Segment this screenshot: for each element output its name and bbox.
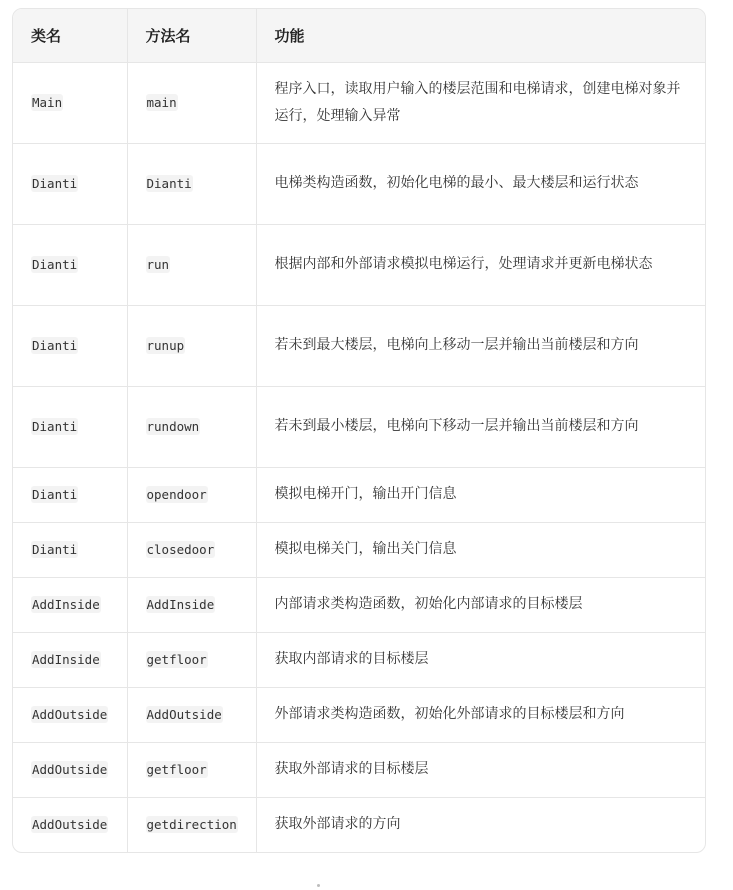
cell-method — [127, 577, 256, 632]
cell-method — [127, 224, 256, 305]
class-code: AddOutside — [32, 761, 108, 777]
method-code: opendoor — [146, 486, 207, 502]
method-code: getfloor — [146, 651, 207, 667]
cell-class — [13, 224, 127, 305]
method-code: run — [146, 256, 170, 272]
class-code: Dianti — [32, 337, 78, 353]
method-code: getdirection — [146, 816, 237, 832]
cell-method — [127, 305, 256, 386]
class-code: AddInside — [32, 596, 100, 612]
method-code: getfloor — [146, 761, 207, 777]
table-row — [13, 143, 705, 224]
table-row — [13, 62, 705, 143]
table-row — [13, 687, 705, 742]
cell-description: 程序入口，读取用户输入的楼层范围和电梯请求，创建电梯对象并运行，处理输入异常 — [256, 62, 705, 143]
cell-class — [13, 632, 127, 687]
class-code: Dianti — [32, 486, 78, 502]
cell-description: 内部请求类构造函数，初始化内部请求的目标楼层 — [256, 577, 705, 632]
table-body — [13, 62, 705, 852]
table-row — [13, 522, 705, 577]
table-row — [13, 797, 705, 852]
cell-class — [13, 467, 127, 522]
table-row — [13, 224, 705, 305]
table-row — [13, 577, 705, 632]
cell-description: 模拟电梯开门，输出开门信息 — [256, 467, 705, 522]
class-code: Dianti — [32, 256, 78, 272]
cell-method — [127, 632, 256, 687]
cell-class — [13, 522, 127, 577]
cell-class — [13, 742, 127, 797]
cell-class — [13, 797, 127, 852]
method-code: runup — [146, 337, 185, 353]
cell-method — [127, 143, 256, 224]
table-header — [13, 9, 705, 62]
table-row — [13, 632, 705, 687]
cell-class — [13, 386, 127, 467]
cell-description: 电梯类构造函数，初始化电梯的最小、最大楼层和运行状态 — [256, 143, 705, 224]
cell-class — [13, 143, 127, 224]
cell-description: 获取内部请求的目标楼层 — [256, 632, 705, 687]
cell-method — [127, 467, 256, 522]
class-code: AddOutside — [32, 706, 108, 722]
class-code: Dianti — [32, 541, 78, 557]
method-code: AddInside — [146, 596, 215, 612]
header-method-name: 方法名 — [127, 9, 256, 62]
table-row — [13, 742, 705, 797]
cell-class — [13, 62, 127, 143]
method-code: main — [146, 94, 177, 110]
class-code: Dianti — [32, 418, 78, 434]
cell-class — [13, 305, 127, 386]
header-row — [13, 9, 705, 62]
class-code: AddInside — [32, 651, 100, 667]
method-code: AddOutside — [146, 706, 222, 722]
method-code: Dianti — [146, 175, 192, 191]
table-row — [13, 467, 705, 522]
cell-method — [127, 62, 256, 143]
cell-description: 获取外部请求的方向 — [274, 816, 401, 833]
cell-description: 根据内部和外部请求模拟电梯运行，处理请求并更新电梯状态 — [256, 224, 705, 305]
cell-description: 外部请求类构造函数，初始化外部请求的目标楼层和方向 — [256, 687, 705, 742]
cell-description: 获取外部请求的目标楼层 — [256, 742, 705, 797]
cell-class — [13, 577, 127, 632]
methods-table-container — [12, 8, 706, 853]
cell-class — [13, 687, 127, 742]
method-code: closedoor — [146, 541, 215, 557]
class-code: Main — [32, 94, 63, 110]
method-code: rundown — [146, 418, 200, 434]
header-class-name: 类名 — [13, 9, 127, 62]
table-row — [13, 305, 705, 386]
scroll-indicator-dot — [317, 884, 320, 887]
header-function: 功能 — [256, 9, 705, 62]
cell-description: 模拟电梯关门，输出关门信息 — [256, 522, 705, 577]
cell-method — [127, 522, 256, 577]
class-code: Dianti — [32, 175, 78, 191]
table-row — [13, 386, 705, 467]
methods-table — [13, 9, 705, 852]
cell-method — [127, 687, 256, 742]
cell-description: 若未到最大楼层，电梯向上移动一层并输出当前楼层和方向 — [256, 305, 705, 386]
cell-method — [127, 742, 256, 797]
cell-method — [127, 797, 256, 852]
class-code: AddOutside — [32, 816, 108, 832]
cell-method — [127, 386, 256, 467]
cell-description: 若未到最小楼层，电梯向下移动一层并输出当前楼层和方向 — [256, 386, 705, 467]
